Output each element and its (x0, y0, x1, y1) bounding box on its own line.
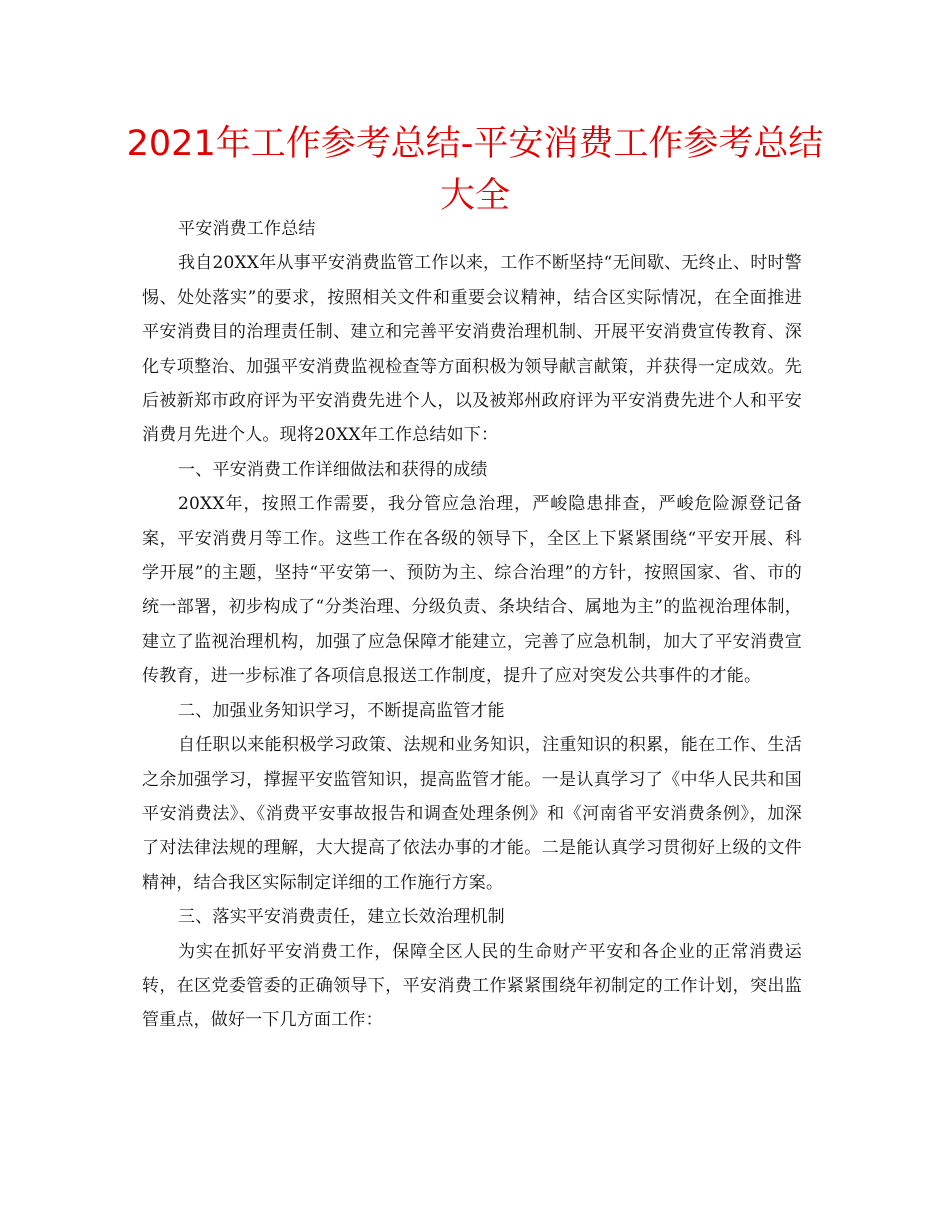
section-heading-2: 二、加强业务知识学习，不断提高监管才能 (178, 700, 505, 721)
paragraph-intro: 我自20XX年从事平安消费监管工作以来，工作不断坚持“无间歇、无终止、时时警惕、处处落实”的要求，按照相关文件和重要会议精神，结合区实际情况，在全面推进平安消费目的治理责任制、建立和完善平安消费治理机制、开展平安消费宣传教育、深化专项整治、加强平安消费监视检查等方面积极为领导献言献策，并获得一定成效。先后被新郑市政府评为平安消费先进个人，以及被郑州政府评为平安消费先进个人和平安消费月先进个人。现将20XX年工作总结如下： (142, 253, 802, 446)
paragraph-section-1: 20XX年，按照工作需要，我分管应急治理，严峻隐患排查，严峻危险源登记备案，平安消费月等工作。这些工作在各级的领导下，全区上下紧紧围绕“平安开展、科学开展”的主题，坚持“平安第一、预防为主、综合治理”的方针，按照国家、省、市的统一部署，初步构成了“分类治理、分级负责、条块结合、属地为主”的监视治理体制，建立了监视治理机构，加强了应急保障才能建立，完善了应急机制，加大了平安消费宣传教育，进一步标准了各项信息报送工作制度，提升了应对突发公共事件的才能。 (142, 494, 802, 687)
paragraph-heading: 平安消费工作总结 (178, 219, 316, 239)
section-heading-3: 三、落实平安消费责任，建立长效治理机制 (178, 907, 505, 928)
document-title: 2021年工作参考总结-平安消费工作参考总结大全 (126, 124, 824, 216)
paragraph-section-3: 为实在抓好平安消费工作，保障全区人民的生命财产平安和各企业的正常消费运转，在区党委管委的正确领导下，平安消费工作紧紧围绕年初制定的工作计划，突出监管重点，做好一下几方面工作： (142, 941, 802, 1031)
paragraph-section-2: 自任职以来能积极学习政策、法规和业务知识，注重知识的积累，能在工作、生活之余加强学习，撑握平安监管知识，提高监管才能。一是认真学习了《中华人民共和国平安消费法》、《消费平安事故报告和调查处理条例》和《河南省平安消费条例》，加深了对法律法规的理解，大大提高了依法办事的才能。二是能认真学习贯彻好上级的文件精神，结合我区实际制定详细的工作施行方案。 (142, 735, 802, 893)
document-body (142, 212, 802, 1038)
section-heading-1: 一、平安消费工作详细做法和获得的成绩 (178, 459, 488, 480)
